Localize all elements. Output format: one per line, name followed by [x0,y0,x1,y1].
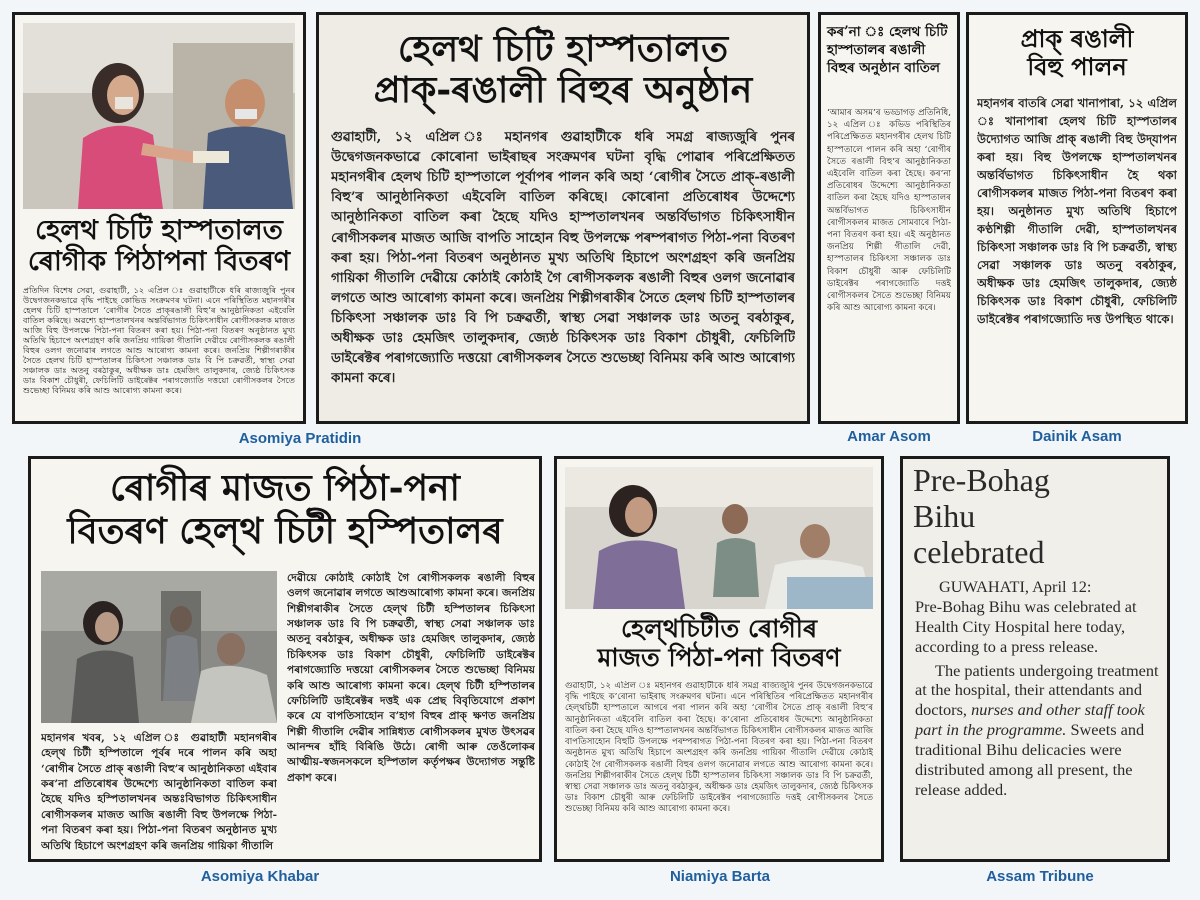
headline-line-2: বিতৰণ হেল্‌থ চিটী হস্পিতালৰ [67,510,503,553]
article-body: ‘আমাৰ অসম’ৰ ভড্ডাগড় প্ৰতিনিধি, ১২ এপ্ৰিল ঃ কভিড পৰিস্থিতিৰ পৰিপ্ৰেক্ষিতত মহানগৰীৰ হেলথ চিটি হাস্পতালে পালন কৰি অহা ‘ৰোগীৰ সৈতে ৰঙালী বিহু’ৰ আনুষ্ঠানিকতা এইবেলি বাতিল কৰা হৈছে। কৰ’না প্ৰতিৰোধৰ উদ্দেশ্যে আনুষ্ঠানিকতা বাতিল কৰা হৈছে যদিও হাস্পতালৰ অন্তৰ্বিভাগত চিকিৎসাধীন ৰোগীসকলৰ মাজত সোমবাৰে পিঠা-পনা বিতৰণ কৰা হয়। এই অনুষ্ঠানত জনপ্ৰিয় শিল্পী গীতালি দেৱী, হাস্পতালৰ চিকিৎসা সঞ্চালক ডাঃ বিকাশ চৌধুৰী আৰু ফেচিলিটি ডাইৰেক্টৰ পৰাগজ্যোতি দত্তই ৰোগীসকলৰ সৈতে শুভেচ্ছা বিনিময় কৰি আশু আৰোগ্য কামনা কৰে। [827,108,951,314]
headline-line-1: ৰোগীৰ মাজত পিঠা-পনা [110,467,460,509]
dateline: GUWAHATI, April 12: [939,577,1092,596]
paragraph-2-italic: nurses and other staff took part in the programme. [915,700,1145,740]
headline-line-1: হেলথ চিটি হাস্পতালত [397,28,729,70]
photo-singer-with-patient [41,571,277,723]
clipping-dainik-asam [966,12,1188,424]
paragraph-2-end: Sweets and traditional Bihu delicacies were distributed among all present, the release added. [915,720,1145,799]
caption-amar-asom: Amar Asom [847,428,931,445]
article-body-left: মহানগৰ খবৰ, ১২ এপ্ৰিল ঃ গুৱাহাটী মহানগৰীৰ হেল্‌থ চিটী হস্পিতালে পূৰ্বৰ দৰে পালন কৰি অহা ‘ৰোগীৰ সৈতে প্ৰাক্‌ ৰঙালী বিহু’ৰ আনুষ্ঠানিকতা এইবাৰ কৰ’না প্ৰতিৰোধৰ উদ্দেশ্যে আনুষ্ঠানিকতা বাতিল কৰা হৈছে যদিও হস্পিতালখনৰ অন্তঃবিভাগত চিকিৎসাধীন ৰোগীসকলৰ মাজত আজি ৰঙালী বিহু উপলক্ষে পিঠা-পনা বিতৰণ কৰা হয়। পিঠা-পনা বিতৰণ অনুষ্ঠানত মুখ্য অতিথি হিচাপে অংশগ্ৰহণ কৰি জনপ্ৰিয় গায়িকা গীতালি [41,732,277,852]
headline-line-2: মাজত পিঠা-পনা বিতৰণ [597,642,841,672]
article-body-right: দেৱীয়ে কোঠাই কোঠাই গৈ ৰোগীসকলক ৰঙালী বিহুৰ ওলগ জনোৱাৰ লগতে আশুআৰোগ্য কামনা কৰে। জনপ্ৰিয় শিল্পীগৰাকীৰ সৈতে হেল্‌থ চিটী হস্পিতালৰ চিকিৎসা সঞ্চালক ডাঃ বি পি চক্ৰৱৰ্তী, স্বাস্থ্য সেৱা সঞ্চালক ডাঃ অতনু বৰঠাকুৰ, অধীক্ষক ডাঃ হেমজিৎ তালুকদাৰ, জ্যেষ্ঠ চিকিৎসক ডাঃ বিকাশ চৌধুৰী, ফেচিলিটি ডাইৰেক্টৰ পৰাগজ্যোতি দত্তয়ো ৰোগীসকলৰ সৈতে শুভেচ্ছা বিনিময় কৰি আশু আৰোগ্য কামনা কৰে। হেল্‌থ চিটী হস্পিতালৰ ফেচিলিটি ডাইৰেক্টৰ দত্তই এক প্ৰেছ বিবৃতিযোগে প্ৰকাশ কৰে যে বাপতিসাহোন ব’হাগ বিহুৰ প্ৰাক্‌ ক্ষণত জনপ্ৰিয় শিল্পী গীতালি দেৱীৰ সান্নিধ্যত ৰোগীসকলৰ মুখত উৎসৱৰ আনন্দৰ হাঁহি বিৰিঙি উঠে। ৰোগী আৰু তেওঁলোকৰ আত্মীয়-স্বজনসকলে হস্পিতাল কৰ্তৃপক্ষৰ উদ্যোগত সন্তুষ্টি প্ৰকাশ কৰে। [287,572,535,784]
caption-assam-tribune: Assam Tribune [986,868,1094,885]
headline-line-2: ৰোগীক পিঠাপনা বিতৰণ [27,246,291,278]
headline-line-3: celebrated [913,533,1045,570]
clipping-assam-tribune [900,456,1170,862]
photo-singer-handing-sweets [23,23,295,209]
headline-line-2: বিহু পালন [1027,51,1127,81]
caption-dainik-asam: Dainik Asam [1032,428,1122,445]
headline-line-1: হেলথ চিটি হাস্পতালত [35,215,283,246]
article-body: প্ৰতিদিন বিশেষ সেৱা, গুৱাহাটী, ১২ এপ্ৰিল ঃ গুৱাহাটীকে ধৰি ৰাজ্যজুৰি পুনৰ উদ্বেগজনকভাৱে বৃদ্ধি পাইছে কোভিড সংক্ৰমণৰ ঘটনা। এনে পৰিস্থিতিত মহানগৰীৰ হেলথ চিটি হাস্পতালে ‘ৰোগীৰ সৈতে প্ৰাক্‌ৰঙালী বিহু’ৰ আনুষ্ঠানিকতা এইবেলি বাতিল কৰিছে। অৱশ্যে হাস্পতালখনৰ অন্তৰ্বিভাগত চিকিৎসাধীন ৰোগীসকলক মাজত আজি বিহু উপলক্ষে পিঠা-পনা বিতৰণ কৰা হয়। পিঠা-পনা বিতৰণ অনুষ্ঠানত মুখ্য অতিথি হিচাপে অংশগ্ৰহণ কৰি জনপ্ৰিয় গায়িকা গীতালি দেৱীয়ে ৰোগীসকলক ৰঙালী বিহুৰ ওলগ জনোৱাৰ লগতে আশু আৰোগ্য কামনা কৰে। জনপ্ৰিয় শিল্পীগৰাকীৰ সৈতে হেলথ চিটি হাস্পতালৰ চিকিৎসা সঞ্চালক ডাঃ বি পি চক্ৰৱৰ্তী, স্বাস্থ্য সেৱা সঞ্চালক ডাঃ অতনু বৰঠাকুৰ, অধীক্ষক ডাঃ হেমজিৎ তালুকদাৰ, জ্যেষ্ঠ চিকিৎসক ডাঃ বিকাশ চৌধুৰী, ফেচিলিটি ডাইৰেক্টৰ পৰাগজ্যোতি দত্তয়ো ৰোগীসকলৰ সৈতে শুভেচ্ছা বিনিময় কৰি আশু আৰোগ্য কামনা কৰে। [23,285,295,395]
article-body: মহানগৰ বাতৰি সেৱা খানাপাৰা, ১২ এপ্ৰিল ঃ খানাপাৰা হেলথ চিটি হাস্পতালৰ উদ্যোগত আজি প্ৰাক্‌ ৰঙালী বিহু উদ্‌যাপন কৰা হয়। বিহু উপলক্ষে হাস্পতালখনৰ অন্তৰ্বিভাগত চিকিৎসাধীন হৈ থকা ৰোগীসকলৰ মাজত পিঠা-পনা বিতৰণ কৰা হয়। অনুষ্ঠানত মুখ্য অতিথি হিচাপে কণ্ঠশিল্পী গীতালি দেৱী, হাস্পতালখনৰ চিকিৎসা সঞ্চালক ডাঃ বি পি চক্ৰৱৰ্তী, স্বাস্থ্য সেৱা সঞ্চালক ডাঃ অতনু বৰঠাকুৰ, অধীক্ষক ডাঃ হেমজিৎ তালুকদাৰ, জ্যেষ্ঠ চিকিৎসক ডাঃ বিকাশ চৌধুৰী, ফেচিলিটি ডাইৰেক্টৰ পৰাগজ্যোতি দত্ত উপস্থিত থাকে। [977,96,1177,326]
headline-line-2: প্ৰাক্‌-ৰঙালী বিহুৰ অনুষ্ঠান [373,69,753,112]
headline-line-2: Bihu [913,497,976,534]
clipping-niamiya-barta [554,456,884,862]
clipping-asomiya-pratidin [12,12,306,424]
clipping-asomiya-khabar [28,456,542,862]
paragraph-2 [915,661,1159,800]
article-body: গুৱাহাটী, ১২ এপ্ৰিল ঃ মহানগৰ গুৱাহাটীকে ধৰি সমগ্ৰ ৰাজ্যজুৰি পুনৰ উদ্বেগজনকভাৱে কোৰোনা ভাইৰাছৰ সংক্ৰমণৰ ঘটনা বৃদ্ধি পোৱাৰ পৰিপ্ৰেক্ষিতত মহানগৰীৰ হেলথ চিটি হাস্পতালে পূৰ্বাপৰ পালন কৰি অহা ‘ৰোগীৰ সৈতে প্ৰাক্‌-ৰঙালী বিহু’ৰ আনুষ্ঠানিকতা এইবেলি বাতিল কৰিছে। কোৰোনা প্ৰতিৰোধৰ উদ্দেশ্যে আনুষ্ঠানিকতা বাতিল কৰা হৈছে যদিও হাস্পতালখনৰ অন্তৰ্বিভাগত চিকিৎসাধীন ৰোগীসকলৰ মাজত আজি বাপতি সাহোন বিহু উপলক্ষে পৰম্পৰাগত পিঠা-পনা বিতৰণ কৰা হয়। পিঠা-পনা বিতৰণ অনুষ্ঠানত মুখ্য অতিথি হিচাপে অংশগ্ৰহণ কৰি জনপ্ৰিয় গায়িকা গীতালি দেৱীয়ে কোঠাই কোঠাই গৈ ৰোগীসকলক ৰঙালী বিহুৰ ওলগ জনোৱাৰ লগতে আশু আৰোগ্য কামনা কৰে। জনপ্ৰিয় শিল্পীগৰাকীৰ সৈতে হেলথ চিটি হাস্পতালৰ চিকিৎসা সঞ্চালক ডাঃ বি পি চক্ৰৱৰ্তী, স্বাস্থ্য সেৱা সঞ্চালক ডাঃ অতনু বৰঠাকুৰ, অধীক্ষক ডাঃ হেমজিৎ তালুকদাৰ, জ্যেষ্ঠ চিকিৎসক ডাঃ বিকাশ চৌধুৰী, ফেচিলিটি ডাইৰেক্টৰ পৰাগজ্যোতি দত্তয়ো ৰোগীসকলৰ সৈতে শুভেচ্ছা বিনিময় কৰি আশু আৰোগ্য কামনা কৰে। [331,129,795,387]
clipping-main-article [316,12,810,424]
headline-line-1: হেল্‌থচিটীত ৰোগীৰ [620,614,818,643]
photo-hospital-ward [565,467,873,609]
headline-line-1: প্ৰাক্‌ ৰঙালী [1020,24,1134,53]
article-body: গুৱাহাটী, ১২ এপ্ৰিল ঃ মহানগৰ গুৱাহাটীকে ধৰি সমগ্ৰ ৰাজ্যজুৰি পুনৰ উদ্বেগজনকভাৱে বৃদ্ধি পাইছে ক’ৰোনা ভাইৰাছ সংক্ৰমণৰ ঘটনা। এনে পৰিস্থিতিৰ পৰিপ্ৰেক্ষিতত মহানগৰীৰ হেল্‌থচিটী হাস্পতালে আগৰে পৰা পালন কৰি অহা ‘ৰোগীৰ সৈতে প্ৰাক্‌ ৰঙালী বিহু’ৰ আনুষ্ঠানিকতা এইবেলি বাতিল কৰা হৈছে। ক’ৰোনা প্ৰতিৰোধৰ উদ্দেশ্যে আনুষ্ঠানিকতা বাতিল কৰা হৈছে যদিও হাস্পতালখনৰ অন্তৰ্বিভাগত চিকিৎসাধীন ৰোগীসকলৰ মাজত আজি বাপতিসাহোন বিহুটি উপলক্ষে পৰম্পৰাগত পিঠা-পনা বিতৰণ কৰা হয়। পিঠা-পনা বিতৰণ অনুষ্ঠানত মুখ্য অতিথি হিচাপে অংশগ্ৰহণ কৰি জনপ্ৰিয় গায়িকা গীতালি দেৱীয়ে কোঠাই কোঠাই গৈ ৰোগীসকলক ৰঙালী বিহুৰ ওলগ জনোৱাৰ লগতে আশু আৰোগ্য কামনা কৰে। জনপ্ৰিয় শিল্পীগৰাকীৰ সৈতে হেল্‌থ চিটী হাস্পতালৰ চিকিৎসা সঞ্চালক ডাঃ বি পি চক্ৰৱৰ্তী, স্বাস্থ্য সেৱা সঞ্চালক ডাঃ অতনু বৰঠাকুৰ, অধীক্ষক ডাঃ হেমজিৎ তালুকদাৰ, জ্যেষ্ঠ চিকিৎসক ডাঃ বিকাশ চৌধুৰী আৰু ফেচিলিটি ডাইৰেক্টৰ পৰাগজ্যোতি দত্তই ৰোগীসকলৰ সৈতে শুভেচ্ছা বিনিময় কৰি আশু আৰোগ্য কামনা কৰে। [565,681,873,815]
headline: কৰ’না ঃ হেলথ চিটি হাস্পতালৰ ৰঙালী বিহুৰ অনুষ্ঠান বাতিল [827,24,948,77]
headline-line-1: Pre-Bohag [913,462,1050,498]
clipping-amar-asom [818,12,960,424]
paragraph-1: Pre-Bohag Bihu was celebrated at Health City Hospital here today, according to a press release. [915,596,1137,656]
caption-asomiya-pratidin: Asomiya Pratidin [238,430,362,447]
caption-asomiya-khabar: Asomiya Khabar [200,868,320,885]
paragraph-2-start: The patients undergoing treatment at the hospital, their attendants and doctors, [915,660,1159,720]
caption-niamiya-barta: Niamiya Barta [669,868,771,885]
